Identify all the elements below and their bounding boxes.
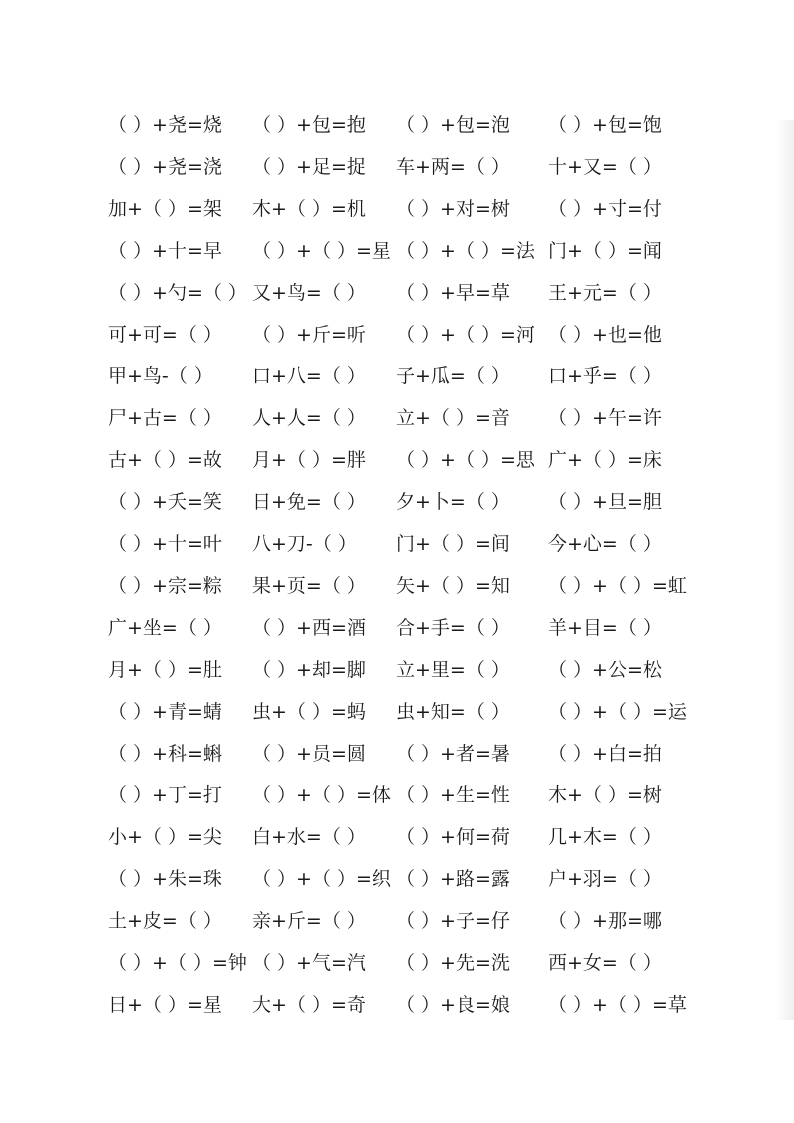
exercise-item: （ ）+先=洗 (396, 952, 510, 974)
exercise-item: 矢+（ ）=知 (396, 574, 510, 597)
exercise-item: 木+（ ）=机 (252, 197, 366, 220)
exercise-item: （ ）+对=树 (396, 197, 510, 220)
exercise-item: 口+八=（ ） (252, 365, 366, 388)
exercise-item: （ ）+尧=浇 (108, 155, 222, 178)
exercise-row (0, 613, 794, 643)
exercise-item: 今+心=（ ） (548, 533, 662, 555)
exercise-row (0, 655, 794, 685)
exercise-item: （ ）+早=草 (396, 281, 510, 304)
exercise-item: （ ）+夭=笑 (108, 491, 222, 514)
exercise-item: （ ）+十=叶 (108, 533, 222, 555)
exercise-item: （ ）+良=娘 (396, 993, 510, 1016)
exercise-row (0, 278, 794, 308)
exercise-item: （ ）+朱=珠 (108, 868, 222, 891)
exercise-item: （ ）+斤=听 (252, 323, 366, 346)
exercise-row (0, 529, 794, 559)
exercise-item: 广+（ ）=床 (548, 449, 662, 472)
exercise-item: 门+（ ）=间 (396, 533, 510, 555)
exercise-item: 车+两=（ ） (396, 155, 510, 178)
exercise-item: （ ）+科=蝌 (108, 742, 222, 765)
exercise-item: 户+羽=（ ） (548, 868, 662, 891)
exercise-row (0, 110, 794, 140)
exercise-item: （ ）+包=饱 (548, 114, 662, 136)
exercise-row (0, 697, 794, 727)
exercise-item: 可+可=（ ） (108, 323, 222, 346)
exercise-row (0, 990, 794, 1020)
exercise-item: （ ）+西=酒 (252, 616, 366, 639)
exercise-item: 果+页=（ ） (252, 574, 366, 597)
exercise-item: 王+元=（ ） (548, 281, 662, 304)
exercise-item: （ ）+生=性 (396, 784, 510, 807)
exercise-item: 几+木=（ ） (548, 826, 662, 849)
exercise-item: （ ）+丁=打 (108, 784, 222, 807)
exercise-row (0, 152, 794, 182)
exercise-item: （ ）+子=仔 (396, 910, 510, 933)
exercise-item: 土+皮=（ ） (108, 910, 222, 933)
exercise-item: （ ）+者=暑 (396, 742, 510, 765)
exercise-row (0, 445, 794, 475)
exercise-item: 立+里=（ ） (396, 658, 510, 681)
exercise-item: 又+鸟=（ ） (252, 281, 366, 304)
exercise-item: 口+乎=（ ） (548, 365, 662, 388)
exercise-row (0, 194, 794, 224)
exercise-item: （ ）+包=抱 (252, 114, 366, 136)
exercise-item: （ ）+员=圆 (252, 742, 366, 765)
exercise-item: 月+（ ）=胖 (252, 449, 366, 472)
exercise-item: （ ）+那=哪 (548, 910, 662, 933)
exercise-row (0, 822, 794, 852)
exercise-item: （ ）+白=拍 (548, 742, 662, 765)
exercise-item: 木+（ ）=树 (548, 784, 662, 807)
exercise-item: 虫+知=（ ） (396, 700, 510, 723)
exercise-row (0, 403, 794, 433)
exercise-item: 甲+鸟-（ ） (108, 365, 213, 388)
exercise-item: 亲+斤=（ ） (252, 910, 366, 933)
exercise-row (0, 320, 794, 350)
exercise-item: （ ）+（ ）=运 (548, 700, 687, 723)
exercise-row (0, 487, 794, 517)
exercise-item: 十+又=（ ） (548, 155, 662, 178)
exercise-item: （ ）+（ ）=法 (396, 239, 535, 262)
exercise-item: 广+坐=（ ） (108, 616, 222, 639)
exercise-item: （ ）+（ ）=河 (396, 323, 535, 346)
exercise-item: （ ）+气=汽 (252, 952, 366, 974)
exercise-item: 大+（ ）=奇 (252, 993, 366, 1016)
exercise-row (0, 906, 794, 936)
exercise-item: 合+手=（ ） (396, 616, 510, 639)
exercise-item: 人+人=（ ） (252, 407, 366, 430)
exercise-item: 羊+目=（ ） (548, 616, 662, 639)
exercise-item: 八+刀-（ ） (252, 533, 357, 555)
exercise-item: （ ）+足=捉 (252, 155, 366, 178)
exercise-item: 夕+卜=（ ） (396, 491, 510, 514)
exercise-row (0, 780, 794, 810)
exercise-item: （ ）+（ ）=织 (252, 868, 391, 891)
exercise-item: （ ）+（ ）=虹 (548, 574, 687, 597)
exercise-item: 子+瓜=（ ） (396, 365, 510, 388)
exercise-item: （ ）+尧=烧 (108, 114, 222, 136)
exercise-item: （ ）+青=蜻 (108, 700, 222, 723)
exercise-item: 白+水=（ ） (252, 826, 366, 849)
exercise-row (0, 739, 794, 769)
exercise-item: （ ）+（ ）=星 (252, 239, 391, 262)
exercise-item: （ ）+午=许 (548, 407, 662, 430)
exercise-item: 立+（ ）=音 (396, 407, 510, 430)
exercise-item: （ ）+（ ）=体 (252, 784, 391, 807)
exercise-item: 日+（ ）=星 (108, 993, 222, 1016)
exercise-row (0, 948, 794, 978)
exercise-row (0, 864, 794, 894)
exercise-item: 古+（ ）=故 (108, 449, 222, 472)
exercise-item: （ ）+公=松 (548, 658, 662, 681)
exercise-item: （ ）+包=泡 (396, 114, 510, 136)
exercise-item: （ ）+寸=付 (548, 197, 662, 220)
exercise-item: （ ）+（ ）=草 (548, 993, 687, 1016)
exercise-item: （ ）+（ ）=钟 (108, 952, 247, 974)
exercise-item: 加+（ ）=架 (108, 197, 222, 220)
exercise-row (0, 236, 794, 266)
exercise-item: 日+免=（ ） (252, 491, 366, 514)
exercise-item: （ ）+宗=粽 (108, 574, 222, 597)
exercise-item: （ ）+（ ）=思 (396, 449, 535, 472)
exercise-item: （ ）+旦=胆 (548, 491, 662, 514)
exercise-item: （ ）+何=荷 (396, 826, 510, 849)
exercise-item: （ ）+也=他 (548, 323, 662, 346)
exercise-item: （ ）+十=早 (108, 239, 222, 262)
exercise-item: 门+（ ）=闻 (548, 239, 662, 262)
exercise-item: 月+（ ）=肚 (108, 658, 222, 681)
exercise-item: （ ）+路=露 (396, 868, 510, 891)
exercise-row (0, 361, 794, 391)
exercise-item: 尸+古=（ ） (108, 407, 222, 430)
exercise-row (0, 571, 794, 601)
exercise-item: （ ）+却=脚 (252, 658, 366, 681)
exercise-item: 虫+（ ）=蚂 (252, 700, 366, 723)
exercise-item: 西+女=（ ） (548, 952, 662, 974)
exercise-item: 小+（ ）=尖 (108, 826, 222, 849)
exercise-item: （ ）+勺=（ ） (108, 281, 247, 304)
